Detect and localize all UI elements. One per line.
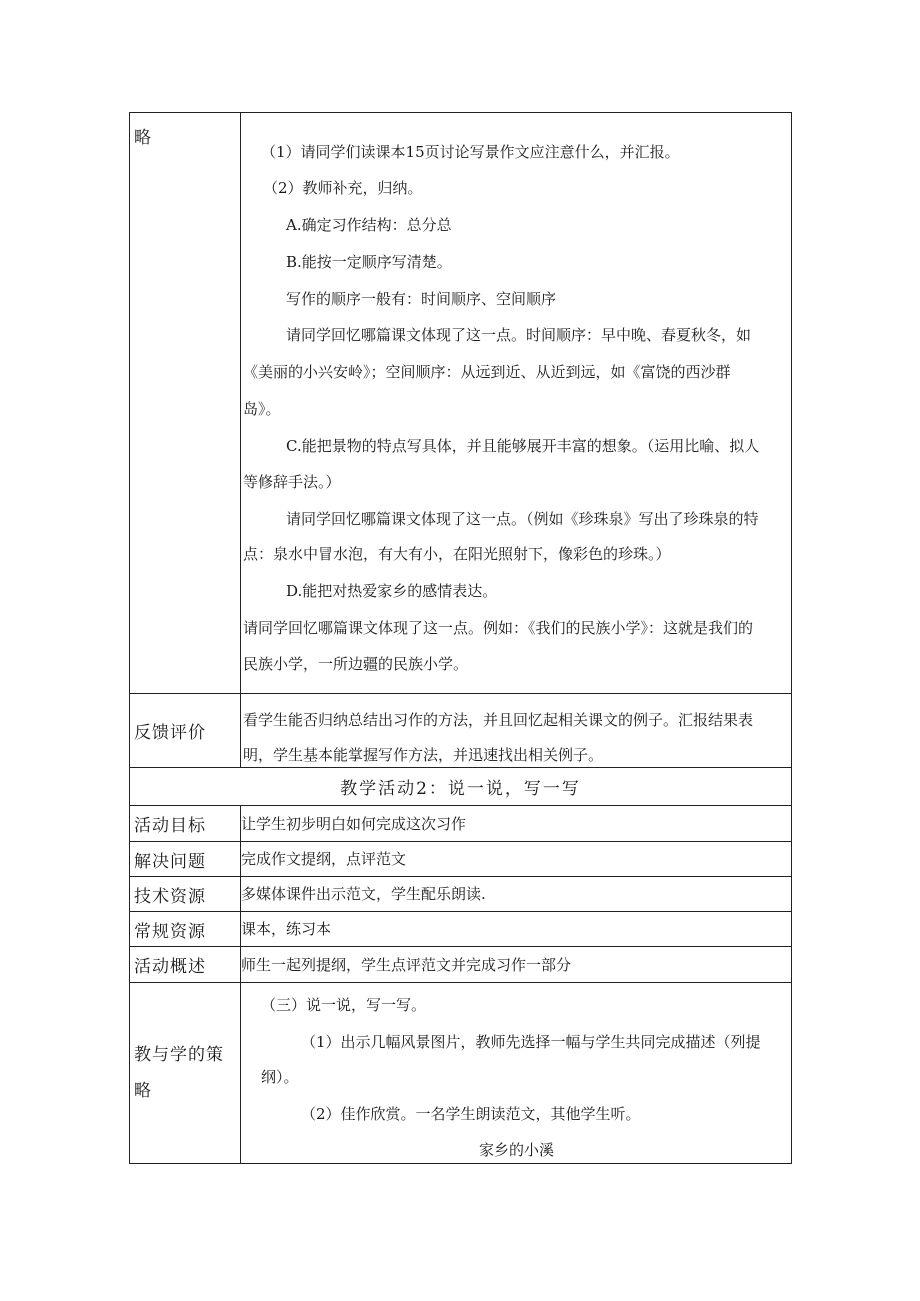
strategy-line-4: B.能按一定顺序写清楚。 [286,253,452,271]
strategy-label: 略 [134,128,152,148]
strategy-line-7: 《美丽的小兴安岭》；空间顺序：从远到近、从近到远，如《富饶的西沙群 [243,363,731,381]
goal-label-cell [130,806,241,842]
goal-label: 活动目标 [134,816,206,836]
activity-title: 教学活动2：说一说，写一写 [130,768,792,806]
strategy2-label-cell [130,983,241,1164]
strategy2-content-cell [241,983,792,1164]
overview-row [130,947,792,983]
tech-label: 技术资源 [134,886,206,907]
overview-value: 师生一起列提纲，学生点评范文并完成习作一部分 [241,947,792,983]
strategy-line-13: D.能把对热爱家乡的感情表达。 [286,582,498,600]
strategy2-row [130,983,792,1164]
lesson-plan-table [129,112,792,1164]
regular-value: 课本，练习本 [241,912,792,947]
overview-label-cell [130,947,241,983]
strategy-line-9: C.能把景物的特点写具体，并且能够展开丰富的想象。（运用比喻、拟人 [286,437,760,455]
feedback-line-1: 看学生能否归纳总结出习作的方法，并且回忆起相关课文的例子。汇报结果表 [243,711,754,729]
strategy-line-2: （2）教师补充，归纳。 [263,179,423,197]
problem-label: 解决问题 [134,851,206,872]
overview-label: 活动概述 [134,957,206,977]
activity-title-row [130,768,792,806]
strategy-line-8: 岛》。 [243,400,281,418]
tech-row [130,877,792,912]
tech-value: 多媒体课件出示范文，学生配乐朗读. [241,877,792,912]
regular-label: 常规资源 [134,921,206,942]
strategy-label-cell [130,113,241,694]
regular-row [130,912,792,947]
strategy-line-11: 请同学回忆哪篇课文体现了这一点。（例如《珍珠泉》写出了珍珠泉的特 [286,510,759,528]
strategy-content-cell [241,113,792,694]
feedback-label: 反馈评价 [134,723,206,743]
goal-row [130,806,792,842]
strategy-line-6: 请同学回忆哪篇课文体现了这一点。时间顺序：早中晚、春夏秋冬，如 [286,326,752,344]
tech-label-cell [130,877,241,912]
goal-value: 让学生初步明白如何完成这次习作 [241,806,792,842]
strategy-row [130,113,792,694]
strategy-line-5: 写作的顺序一般有：时间顺序、空间顺序 [286,290,557,308]
regular-label-cell [130,912,241,947]
strategy-line-14: 请同学回忆哪篇课文体现了这一点。例如：《我们的民族小学》：这就是我们的 [243,619,754,637]
strategy2-label-line-2: 略 [134,1081,152,1101]
problem-row [130,842,792,877]
feedback-row [130,694,792,768]
strategy-line-15: 民族小学，一所边疆的民族小学。 [243,655,469,673]
feedback-line-2: 明，学生基本能掌握写作方法，并迅速找出相关例子。 [243,746,604,764]
strategy2-line-3: 纲）。 [261,1068,299,1086]
strategy2-line-5: 家乡的小溪 [479,1141,555,1159]
strategy2-line-1: （三）说一说，写一写。 [261,996,427,1014]
strategy2-line-4: （2）佳作欣赏。一名学生朗读范文，其他学生听。 [301,1105,641,1123]
strategy2-line-2: （1）出示几幅风景图片，教师先选择一幅与学生共同完成描述（列提 [301,1033,761,1051]
strategy-line-1: （1）请同学们读课本15页讨论写景作文应注意什么，并汇报。 [261,143,680,161]
strategy-line-10: 等修辞手法。） [243,473,341,491]
feedback-content-cell [241,694,792,768]
problem-value: 完成作文提纲，点评范文 [241,842,792,877]
strategy2-label-line-1: 教与学的策 [134,1045,224,1065]
problem-label-cell [130,842,241,877]
strategy-line-3: A.确定习作结构：总分总 [286,216,452,234]
strategy-line-12: 点：泉水中冒水泡，有大有小，在阳光照射下，像彩色的珍珠。） [243,545,671,563]
feedback-label-cell [130,694,241,768]
